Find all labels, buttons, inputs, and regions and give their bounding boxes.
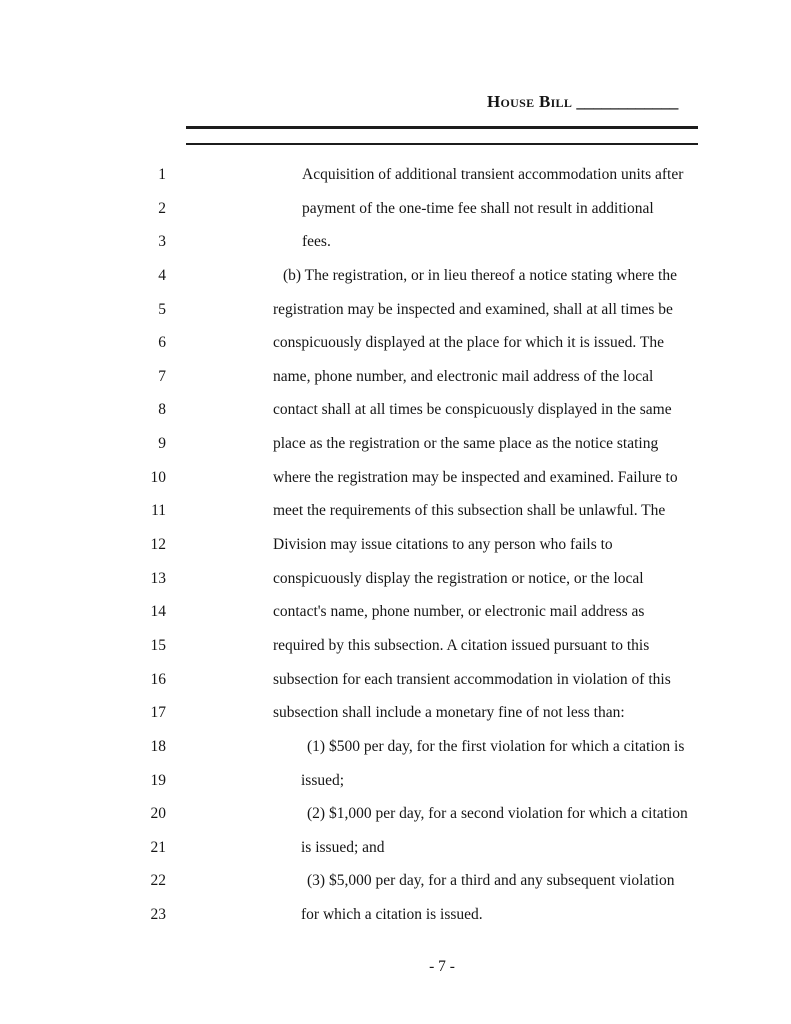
line-number: 19 [150,771,166,789]
bill-line [0,833,791,867]
line-text: where the registration may be inspected and examined. Failure to [273,468,678,486]
bill-line [0,530,791,564]
line-text: fees. [302,233,331,251]
line-text: Division may issue citations to any person who fails to [273,536,613,554]
bill-line [0,395,791,429]
line-number: 21 [150,838,166,856]
line-number: 7 [158,367,166,385]
line-number: 8 [158,401,166,419]
line-number: 20 [150,805,166,823]
line-number: 10 [150,468,166,486]
bill-line [0,732,791,766]
line-text: subsection shall include a monetary fine of not less than: [273,704,625,722]
line-text: contact's name, phone number, or electronic mail address as [273,603,645,621]
line-number: 17 [150,704,166,722]
line-text: required by this subsection. A citation issued pursuant to this [273,636,650,654]
bill-lines [0,160,791,934]
line-text: conspicuously display the registration or notice, or the local [273,569,644,587]
line-text: name, phone number, and electronic mail address of the local [273,367,654,385]
bill-line [0,160,791,194]
bill-line [0,900,791,934]
header-rule-bottom [186,143,698,145]
line-text: for which a citation is issued. [301,906,483,924]
line-text: meet the requirements of this subsection shall be unlawful. The [273,502,666,520]
line-number: 22 [150,872,166,890]
line-text: payment of the one-time fee shall not result in additional [302,199,654,217]
line-number: 16 [150,670,166,688]
line-text: issued; [301,771,345,789]
line-number: 11 [151,502,166,520]
line-text: (2) $1,000 per day, for a second violation for which a citation [307,805,688,823]
bill-line [0,665,791,699]
bill-line [0,429,791,463]
line-number: 1 [158,166,166,183]
bill-line [0,766,791,800]
line-number: 2 [158,199,166,217]
line-number: 5 [158,300,166,318]
bill-line [0,328,791,362]
line-number: 9 [158,435,166,453]
line-text: contact shall at all times be conspicuously displayed in the same [273,401,672,419]
bill-line [0,194,791,228]
header-rule-top [186,126,698,129]
line-text: Acquisition of additional transient accommodation units after [302,166,684,183]
bill-line [0,362,791,396]
line-number: 12 [150,536,166,554]
line-number: 4 [158,266,166,284]
line-number: 14 [150,603,166,621]
bill-line [0,698,791,732]
bill-line [0,261,791,295]
line-text: conspicuously displayed at the place for which it is issued. The [273,334,665,352]
line-text: place as the registration or the same place as the notice stating [273,435,659,453]
bill-line [0,227,791,261]
line-number: 15 [150,636,166,654]
line-text: (3) $5,000 per day, for a third and any subsequent violation [307,872,675,890]
line-number: 18 [150,737,166,755]
bill-line [0,597,791,631]
line-text: is issued; and [301,838,385,856]
bill-line [0,295,791,329]
line-text: (b) The registration, or in lieu thereof a notice stating where the [283,266,677,284]
line-number: 3 [158,233,166,251]
bill-line [0,631,791,665]
bill-line [0,799,791,833]
bill-line [0,564,791,598]
bill-line [0,866,791,900]
bill-title [487,92,678,112]
line-number: 23 [150,906,166,924]
page-number: - 7 - [429,958,455,975]
bill-line [0,496,791,530]
line-number: 13 [150,569,166,587]
bill-number-blank-line: ____________ [576,92,679,111]
bill-title-text: House Bill [487,92,573,111]
line-text: subsection for each transient accommodation in violation of this [273,670,671,688]
line-text: (1) $500 per day, for the first violation for which a citation is [307,737,685,755]
line-text: registration may be inspected and examined, shall at all times be [273,300,673,318]
line-number: 6 [158,334,166,352]
bill-line [0,463,791,497]
